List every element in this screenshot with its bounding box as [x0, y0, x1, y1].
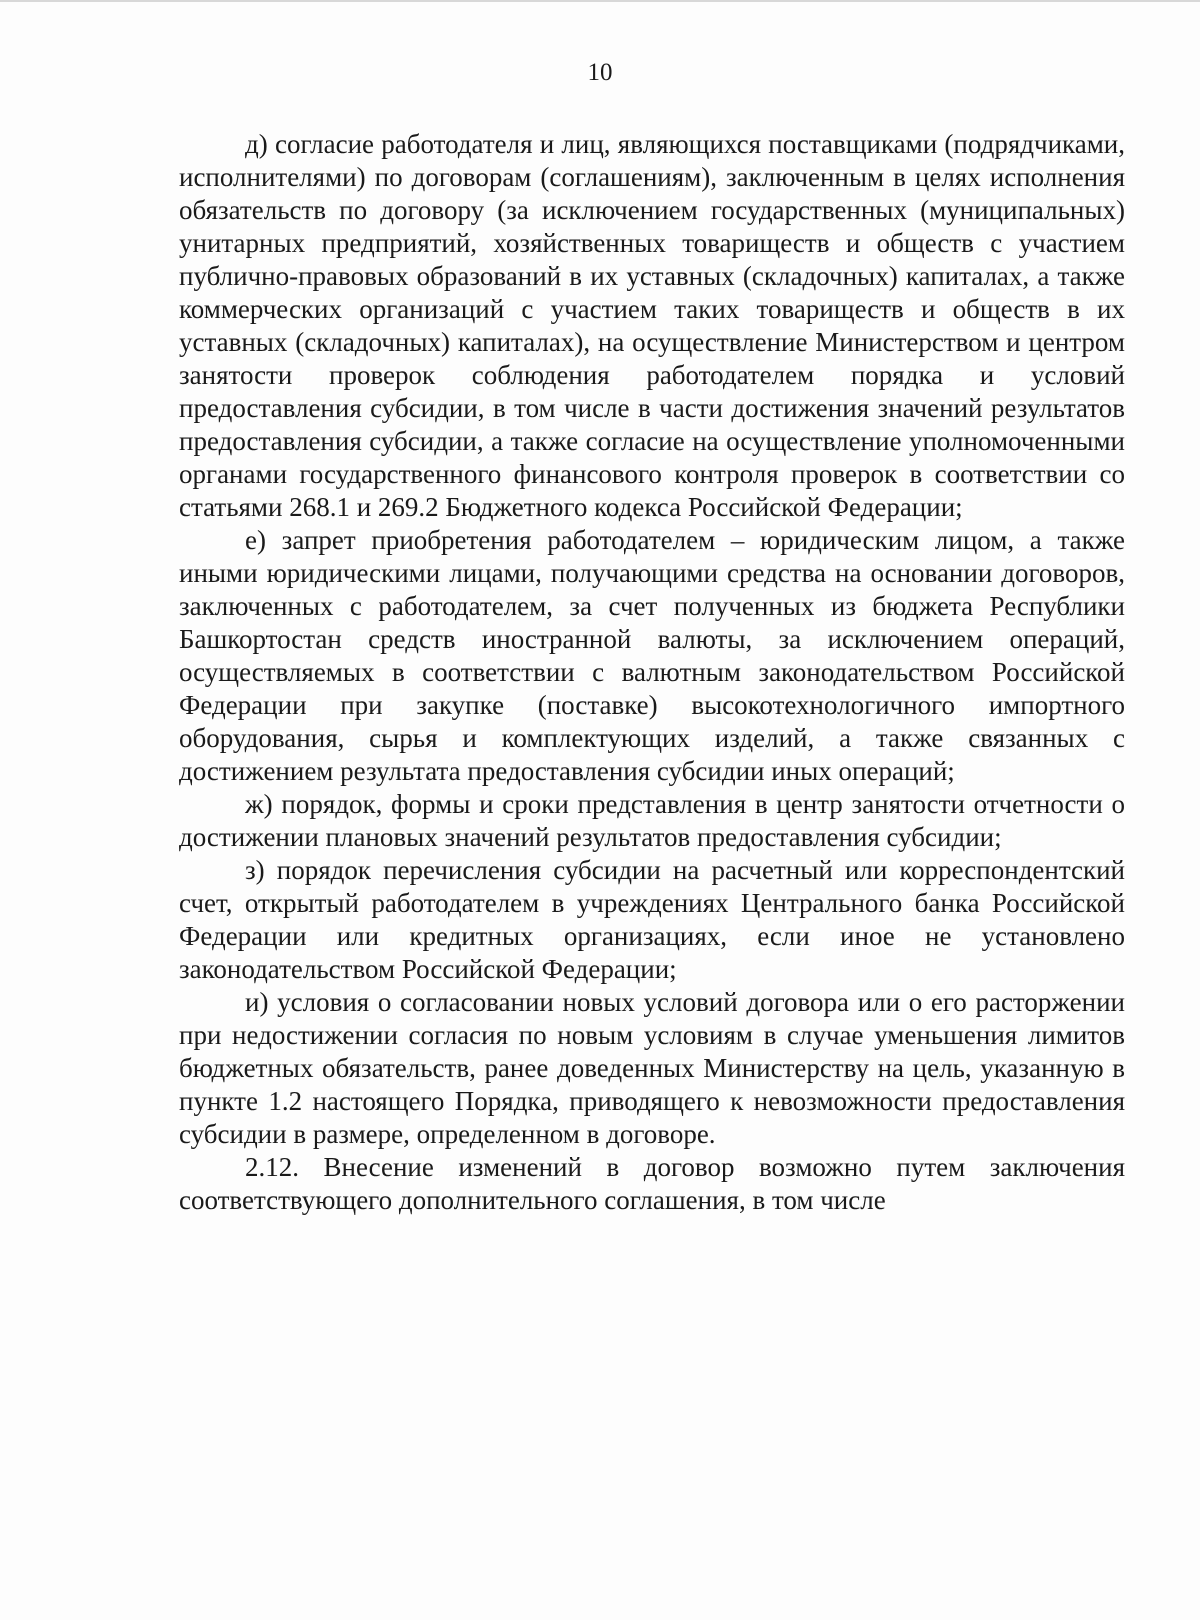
document-body [179, 128, 1125, 1217]
paragraph-2-12: 2.12. Внесение изменений в договор возможно путем заключения соответствующего дополнительного соглашения, в том числе [179, 1152, 1125, 1215]
paragraph-d: д) согласие работодателя и лиц, являющихся поставщиками (подрядчиками, исполнителями) по договорам (соглашениям), заключенным в целях исполнения обязательств по договору (за исключением государственных (муниципальных) унитарных предприятий, хозяйственных товариществ и обществ с участием публично-правовых образований в их уставных (складочных) капиталах, а также коммерческих организаций с участием таких товариществ и обществ в их уставных (складочных) капиталах), на осуществление Министерством и центром занятости проверок соблюдения работодателем порядка и условий предоставления субсидии, в том числе в части достижения значений результатов предоставления субсидии, а также согласие на осуществление уполномоченными органами государственного финансового контроля проверок в соответствии со статьями 268.1 и 269.2 Бюджетного кодекса Российской Федерации; [179, 129, 1125, 522]
paragraph-i: и) условия о согласовании новых условий договора или о его расторжении при недостижении согласия по новым условиям в случае уменьшения лимитов бюджетных обязательств, ранее доведенных Министерству на цель, указанную в пункте 1.2 настоящего Порядка, приводящего к невозможности предоставления субсидии в размере, определенном в договоре. [179, 987, 1125, 1149]
paragraph-e: е) запрет приобретения работодателем – юридическим лицом, а также иными юридическими лицами, получающими средства на основании договоров, заключенных с работодателем, за счет полученных из бюджета Республики Башкортостан средств иностранной валюты, за исключением операций, осуществляемых в соответствии с валютным законодательством Российской Федерации при закупке (поставке) высокотехнологичного импортного оборудования, сырья и комплектующих изделий, а также связанных с достижением результата предоставления субсидии иных операций; [179, 525, 1125, 786]
paragraph-zh: ж) порядок, формы и сроки представления в центр занятости отчетности о достижении плановых значений результатов предоставления субсидии; [179, 789, 1125, 852]
scan-edge [0, 0, 1200, 2]
page-number: 10 [587, 59, 613, 86]
paragraph-z: з) порядок перечисления субсидии на расчетный или корреспондентский счет, открытый работодателем в учреждениях Центрального банка Российской Федерации или кредитных организациях, если иное не установлено законодательством Российской Федерации; [179, 855, 1125, 984]
